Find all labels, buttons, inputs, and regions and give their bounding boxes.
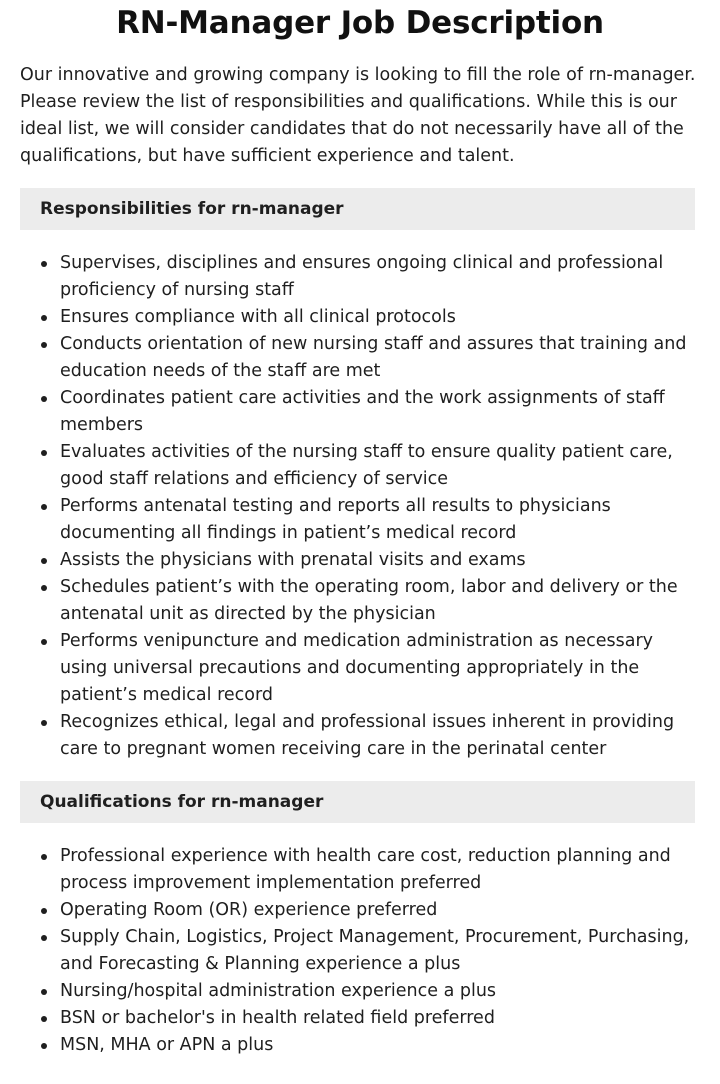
qualification-item: [20, 1032, 700, 1059]
responsibility-text: Performs antenatal testing and reports all results to physicians documenting all findings in patient’s medical record: [60, 496, 611, 543]
responsibility-item: [20, 331, 700, 385]
responsibility-text: Assists the physicians with prenatal visits and exams: [60, 550, 526, 570]
qualification-item: [20, 978, 700, 1005]
qualification-text: Operating Room (OR) experience preferred: [60, 900, 438, 920]
responsibility-text: Recognizes ethical, legal and professional issues inherent in providing care to pregnant women receiving care in the perinatal center: [60, 712, 675, 759]
qualification-item: [20, 897, 700, 924]
qualification-item: [20, 924, 700, 978]
responsibility-text: Coordinates patient care activities and the work assignments of staff members: [60, 388, 665, 435]
page-title: RN-Manager Job Description: [116, 5, 604, 41]
responsibility-item: [20, 547, 700, 574]
qualifications-heading: Qualifications for rn-manager: [20, 781, 695, 823]
bullet-icon: [41, 639, 47, 645]
qualification-text: Supply Chain, Logistics, Project Management, Procurement, Purchasing, and Forecasting & Planning experience a plus: [60, 927, 690, 974]
bullet-icon: [41, 315, 47, 321]
responsibility-text: Ensures compliance with all clinical protocols: [60, 307, 456, 327]
qualification-text: Nursing/hospital administration experience a plus: [60, 981, 497, 1001]
responsibility-item: [20, 304, 700, 331]
responsibilities-list: [20, 250, 700, 763]
responsibility-item: [20, 574, 700, 628]
bullet-icon: [41, 989, 47, 995]
bullet-icon: [41, 396, 47, 402]
bullet-icon: [41, 720, 47, 726]
bullet-icon: [41, 558, 47, 564]
responsibility-item: [20, 385, 700, 439]
responsibility-item: [20, 493, 700, 547]
qualification-item: [20, 843, 700, 897]
responsibility-text: Evaluates activities of the nursing staff to ensure quality patient care, good staff relations and efficiency of service: [60, 442, 673, 489]
responsibility-item: [20, 628, 700, 709]
qualification-text: Professional experience with health care cost, reduction planning and process improvement implementation preferred: [60, 846, 671, 893]
bullet-icon: [41, 908, 47, 914]
qualification-text: BSN or bachelor's in health related field preferred: [60, 1008, 495, 1028]
bullet-icon: [41, 1016, 47, 1022]
responsibility-item: [20, 709, 700, 763]
responsibility-text: Performs venipuncture and medication administration as necessary using universal precautions and documenting appropriately in the patient’s medical record: [60, 631, 653, 705]
responsibility-item: [20, 250, 700, 304]
responsibility-item: [20, 439, 700, 493]
bullet-icon: [41, 342, 47, 348]
bullet-icon: [41, 935, 47, 941]
bullet-icon: [41, 450, 47, 456]
responsibilities-heading: Responsibilities for rn-manager: [20, 188, 695, 230]
qualification-text: MSN, MHA or APN a plus: [60, 1035, 274, 1055]
responsibility-text: Supervises, disciplines and ensures ongoing clinical and professional proficiency of nursing staff: [60, 253, 664, 300]
bullet-icon: [41, 585, 47, 591]
qualification-item: [20, 1005, 700, 1032]
intro-paragraph: Our innovative and growing company is looking to fill the role of rn-manager. Please review the list of responsibilities and qualifications. While this is our ideal list, we will consider candidates that do not necessarily have all of the qualifications, but have sufficient experience and talent.: [20, 65, 696, 166]
responsibility-text: Schedules patient’s with the operating room, labor and delivery or the antenatal unit as directed by the physician: [60, 577, 678, 624]
qualifications-list: [20, 843, 700, 1059]
responsibility-text: Conducts orientation of new nursing staff and assures that training and education needs of the staff are met: [60, 334, 687, 381]
bullet-icon: [41, 261, 47, 267]
bullet-icon: [41, 504, 47, 510]
bullet-icon: [41, 1043, 47, 1049]
bullet-icon: [41, 854, 47, 860]
